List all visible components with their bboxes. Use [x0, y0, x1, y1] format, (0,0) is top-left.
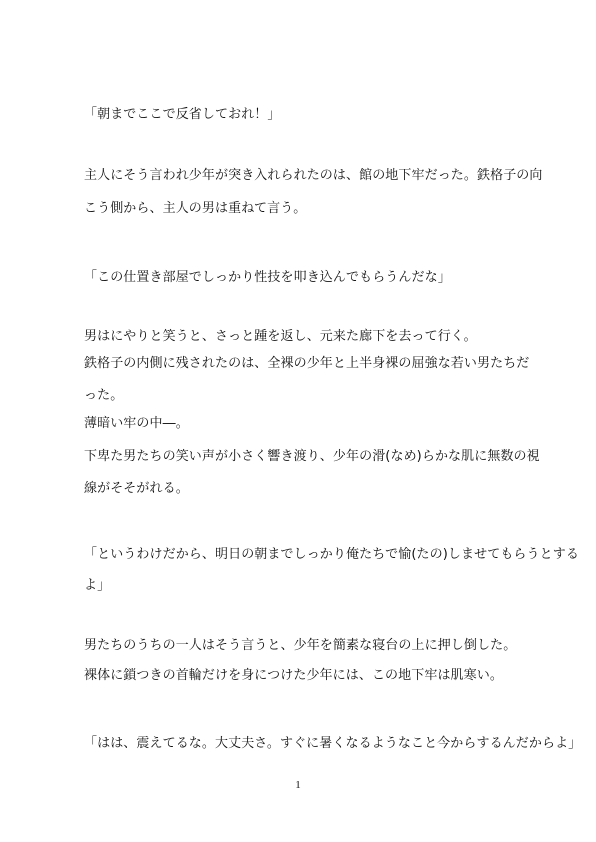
text-line-7: った。 — [84, 388, 124, 403]
text-line-4: 「この仕置き部屋でしっかり性技を叩き込んでもらうんだな」 — [84, 270, 451, 285]
text-line-10: 線がそそがれる。 — [84, 481, 189, 496]
text-line-13: 男たちのうちの一人はそう言うと、少年を簡素な寝台の上に押し倒した。 — [84, 638, 517, 653]
text-line-5: 男はにやりと笑うと、さっと踵を返し、元来た廊下を去って行く。 — [84, 329, 477, 344]
text-line-14: 裸体に鎖つきの首輪だけを身につけた少年には、この地下牢は肌寒い。 — [84, 668, 503, 683]
text-line-12: よ」 — [84, 578, 111, 593]
text-line-6: 鉄格子の内側に残されたのは、全裸の少年と上半身裸の屈強な若い男たちだ — [84, 356, 530, 371]
text-line-1: 「朝までここで反省しておれ！」 — [84, 107, 281, 122]
text-line-8: 薄暗い牢の中―。 — [84, 416, 189, 431]
text-line-15: 「はは、震えてるな。大丈夫さ。すぐに暑くなるようなこと今からするんだからよ」 — [84, 736, 582, 751]
text-line-3: こう側から、主人の男は重ねて言う。 — [84, 201, 307, 216]
text-line-2: 主人にそう言われ少年が突き入れられたのは、館の地下牢だった。鉄格子の向 — [84, 168, 543, 183]
text-line-11: 「というわけだから、明日の朝までしっかり俺たちで愉(たの)しませてもらうとする — [84, 547, 579, 562]
text-line-9: 下卑た男たちの笑い声が小さく響き渡り、少年の滑(なめ)らかな肌に無数の視 — [84, 449, 540, 464]
page-number: 1 — [295, 779, 301, 791]
